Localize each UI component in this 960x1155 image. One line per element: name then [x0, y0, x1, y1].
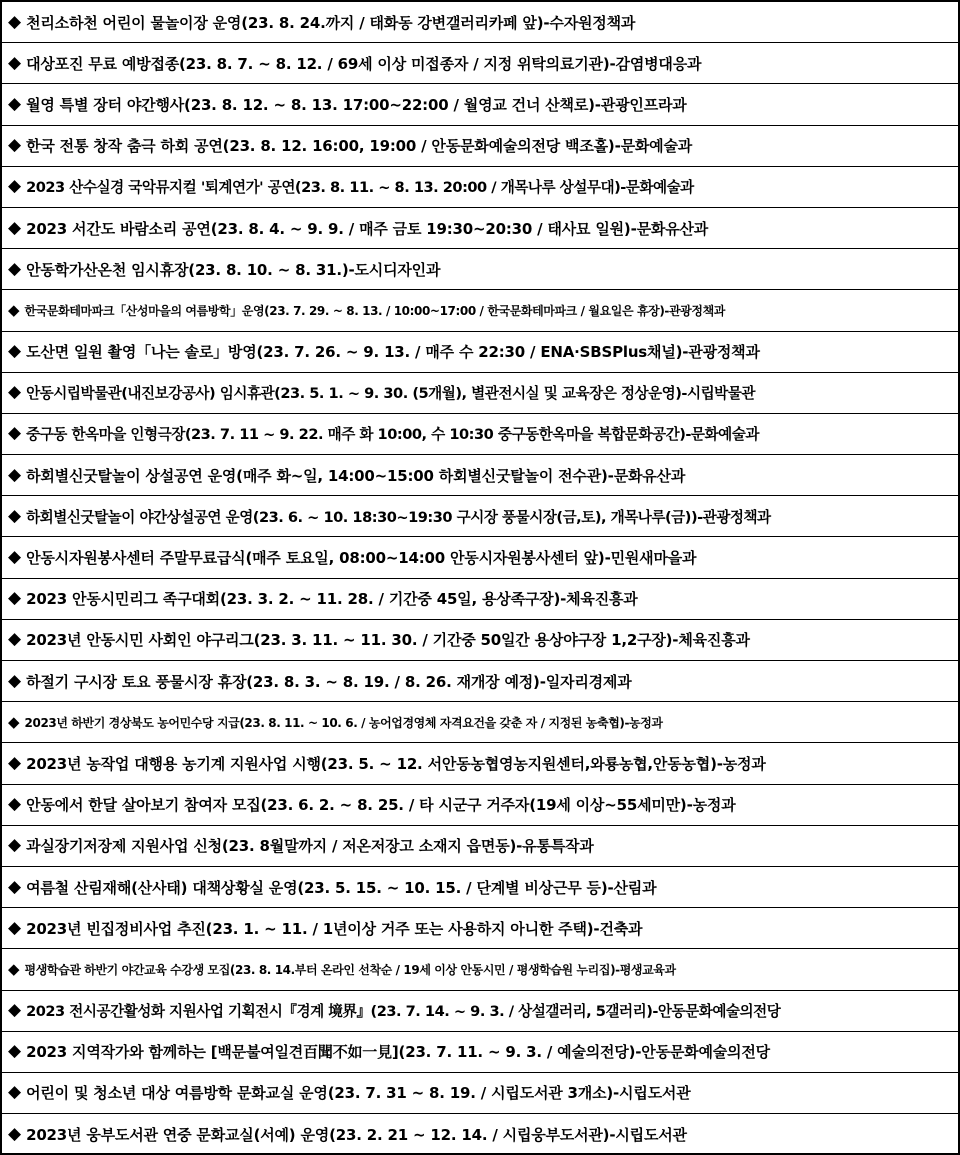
list-item	[2, 1073, 958, 1114]
list-item	[2, 867, 958, 908]
diamond-bullet-icon: ◆	[8, 752, 22, 773]
notice-text: 안동에서 한달 살아보기 참여자 모집(23. 6. 2. ~ 8. 25. / 타 시군구 거주자(19세 이상~55세미만)-농정과	[26, 796, 736, 815]
diamond-bullet-icon: ◆	[8, 876, 22, 897]
diamond-bullet-icon: ◆	[8, 547, 22, 568]
notice-text: 2023년 빈집정비사업 추진(23. 1. ~ 11. / 1년이상 거주 또는 사용하지 아니한 주택)-건축과	[26, 919, 643, 938]
notice-text: 도산면 일원 촬영「나는 솔로」방영(23. 7. 26. ~ 9. 13. / 매주 수 22:30 / ENA·SBSPlus채널)-관광정책과	[26, 343, 760, 362]
diamond-bullet-icon: ◆	[8, 1124, 22, 1145]
list-item	[2, 826, 958, 867]
notice-text: 한국문화테마파크「산성마을의 여름방학」운영(23. 7. 29. ~ 8. 13. / 10:00~17:00 / 한국문화테마파크 / 월요일은 휴장)-관광정책과	[24, 303, 725, 318]
diamond-bullet-icon: ◆	[8, 712, 20, 731]
notice-text: 2023년 하반기 경상북도 농어민수당 지급(23. 8. 11. ~ 10. 6. / 농어업경영체 자격요건을 갖춘 자 / 지정된 농축협)-농정과	[24, 715, 663, 730]
list-item	[2, 537, 958, 578]
notice-text: 중구동 한옥마을 인형극장(23. 7. 11 ~ 9. 22. 매주 화 10:00, 수 10:30 중구동한옥마을 복합문화공간)-문화예술과	[26, 426, 759, 444]
diamond-bullet-icon: ◆	[8, 93, 22, 114]
list-item	[2, 84, 958, 125]
diamond-bullet-icon: ◆	[8, 670, 22, 691]
diamond-bullet-icon: ◆	[8, 629, 22, 650]
notice-text: 천리소하천 어린이 물놀이장 운영(23. 8. 24.까지 / 태화동 강변갤러리카페 앞)-수자원정책과	[26, 13, 636, 32]
notice-text: 대상포진 무료 예방접종(23. 8. 7. ~ 8. 12. / 69세 이상 미접종자 / 지정 위탁의료기관)-감염병대응과	[26, 54, 702, 73]
list-item	[2, 290, 958, 331]
list-item	[2, 496, 958, 537]
notice-text: 2023 지역작가와 함께하는 [백문불여일견百聞不如一見](23. 7. 11. ~ 9. 3. / 예술의전당)-안동문화예술의전당	[26, 1043, 770, 1062]
list-item	[2, 414, 958, 455]
diamond-bullet-icon: ◆	[8, 1000, 22, 1021]
diamond-bullet-icon: ◆	[8, 835, 22, 856]
list-item	[2, 249, 958, 290]
list-item	[2, 1032, 958, 1073]
list-item	[2, 661, 958, 702]
notice-text: 2023년 안동시민 사회인 야구리그(23. 3. 11. ~ 11. 30. / 기간중 50일간 용상야구장 1,2구장)-체육진흥과	[26, 631, 750, 650]
list-item	[2, 332, 958, 373]
diamond-bullet-icon: ◆	[8, 423, 22, 444]
list-item	[2, 579, 958, 620]
notice-text: 2023 서간도 바람소리 공연(23. 8. 4. ~ 9. 9. / 매주 금토 19:30~20:30 / 태사묘 일원)-문화유산과	[26, 219, 709, 238]
notice-text: 2023 전시공간활성화 지원사업 기획전시『경계 境界』(23. 7. 14. ~ 9. 3. / 상설갤러리, 5갤러리)-안동문화예술의전당	[26, 1003, 781, 1021]
diamond-bullet-icon: ◆	[8, 794, 22, 815]
diamond-bullet-icon: ◆	[8, 52, 22, 73]
list-item	[2, 455, 958, 496]
notice-text: 어린이 및 청소년 대상 여름방학 문화교실 운영(23. 7. 31 ~ 8. 19. / 시립도서관 3개소)-시립도서관	[26, 1084, 691, 1103]
diamond-bullet-icon: ◆	[8, 464, 22, 485]
list-item	[2, 908, 958, 949]
diamond-bullet-icon: ◆	[8, 135, 22, 156]
diamond-bullet-icon: ◆	[8, 217, 22, 238]
notice-text: 2023년 농작업 대행용 농기계 지원사업 시행(23. 5. ~ 12. 서안동농협영농지원센터,와룡농협,안동농협)-농정과	[26, 754, 766, 773]
list-item	[2, 167, 958, 208]
notice-text: 2023 안동시민리그 족구대회(23. 3. 2. ~ 11. 28. / 기간중 45일, 용상족구장)-체육진흥과	[26, 590, 638, 609]
diamond-bullet-icon: ◆	[8, 300, 20, 319]
list-item	[2, 702, 958, 743]
diamond-bullet-icon: ◆	[8, 959, 20, 978]
diamond-bullet-icon: ◆	[8, 1082, 22, 1103]
notice-text: 안동시자원봉사센터 주말무료급식(매주 토요일, 08:00~14:00 안동시자원봉사센터 앞)-민원새마을과	[26, 549, 697, 568]
list-item	[2, 991, 958, 1032]
notice-text: 과실장기저장제 지원사업 신청(23. 8월말까지 / 저온저장고 소재지 읍면동)-유통특작과	[26, 837, 594, 856]
list-item	[2, 373, 958, 414]
notice-text: 평생학습관 하반기 야간교육 수강생 모집(23. 8. 14.부터 온라인 선착순 / 19세 이상 안동시민 / 평생학습원 누리집)-평생교육과	[24, 962, 676, 977]
notice-text: 2023년 웅부도서관 연중 문화교실(서예) 운영(23. 2. 21 ~ 12. 14. / 시립웅부도서관)-시립도서관	[26, 1126, 687, 1145]
list-item	[2, 743, 958, 784]
list-item	[2, 785, 958, 826]
list-item	[2, 1114, 958, 1155]
diamond-bullet-icon: ◆	[8, 382, 22, 403]
notice-text: 2023 산수실경 국악뮤지컬 '퇴계연가' 공연(23. 8. 11. ~ 8. 13. 20:00 / 개목나루 상설무대)-문화예술과	[26, 179, 694, 197]
list-item	[2, 620, 958, 661]
notice-text: 월영 특별 장터 야간행사(23. 8. 12. ~ 8. 13. 17:00~22:00 / 월영교 건너 산책로)-관광인프라과	[26, 95, 687, 114]
list-item	[2, 126, 958, 167]
notice-text: 하회별신굿탈놀이 야간상설공연 운영(23. 6. ~ 10. 18:30~19:30 구시장 풍물시장(금,토), 개목나루(금))-관광정책과	[26, 508, 771, 526]
notice-list	[2, 2, 958, 1155]
list-item	[2, 949, 958, 990]
diamond-bullet-icon: ◆	[8, 11, 22, 32]
notice-text: 하절기 구시장 토요 풍물시장 휴장(23. 8. 3. ~ 8. 19. / 8. 26. 재개장 예정)-일자리경제과	[26, 672, 632, 691]
diamond-bullet-icon: ◆	[8, 1041, 22, 1062]
notice-text: 하회별신굿탈놀이 상설공연 운영(매주 화~일, 14:00~15:00 하회별신굿탈놀이 전수관)-문화유산과	[26, 466, 686, 485]
diamond-bullet-icon: ◆	[8, 176, 22, 197]
list-item	[2, 2, 958, 43]
notice-text: 안동학가산온천 임시휴장(23. 8. 10. ~ 8. 31.)-도시디자인과	[26, 260, 441, 279]
diamond-bullet-icon: ◆	[8, 505, 22, 526]
diamond-bullet-icon: ◆	[8, 588, 22, 609]
list-item	[2, 208, 958, 249]
diamond-bullet-icon: ◆	[8, 258, 22, 279]
notice-text: 안동시립박물관(내진보강공사) 임시휴관(23. 5. 1. ~ 9. 30. (5개월), 별관전시실 및 교육장은 정상운영)-시립박물관	[26, 385, 755, 403]
diamond-bullet-icon: ◆	[8, 917, 22, 938]
list-item	[2, 43, 958, 84]
notice-text: 한국 전통 창작 춤극 하회 공연(23. 8. 12. 16:00, 19:00 / 안동문화예술의전당 백조홀)-문화예술과	[26, 137, 693, 156]
notice-text: 여름철 산림재해(산사태) 대책상황실 운영(23. 5. 15. ~ 10. 15. / 단계별 비상근무 등)-산림과	[26, 878, 657, 897]
diamond-bullet-icon: ◆	[8, 341, 22, 362]
